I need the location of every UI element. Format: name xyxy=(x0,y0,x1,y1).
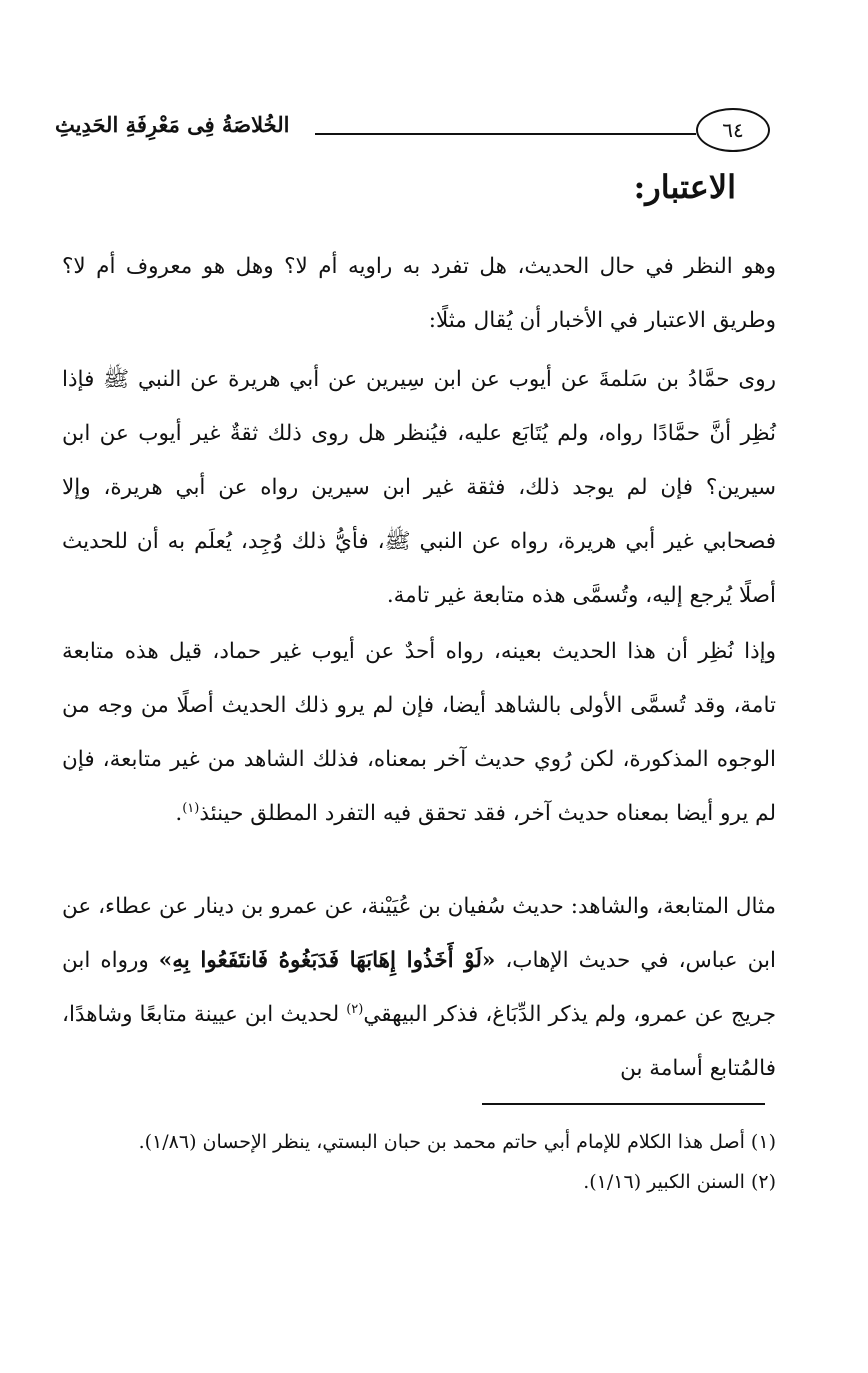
footnote-2: (٢) السنن الكبير (١/١٦). xyxy=(583,1171,776,1193)
paragraph-mutaba-example xyxy=(62,880,776,1096)
running-header xyxy=(55,104,770,160)
paragraph-text-a: مثال المتابعة، والشاهد: حديث سُفيان بن عُيَيْنة، عن عمرو بن دينار عن عطاء، عن ابن عباس، في حديث الإهاب، xyxy=(62,894,776,973)
paragraph-complete-mutaba xyxy=(62,625,776,841)
paragraph-text-b: ورواه ابن جريج عن عمرو، ولم يذكر الدِّبَاغ، فذكر البيهقي xyxy=(62,948,776,1027)
paragraph-text-c: لحديث ابن عيينة متابعًا وشاهدًا، فالمُتابع أسامة بن xyxy=(62,1002,776,1081)
paragraph-definition: وهو النظر في حال الحديث، هل تفرد به راويه أم لا؟ وهل هو معروف أم لا؟ وطريق الاعتبار في الأخبار أن يُقال مثلًا: xyxy=(62,254,776,333)
footnote-ref-2[interactable]: (٢) xyxy=(346,1001,364,1017)
section-title: الاعتبار: xyxy=(633,168,736,206)
paragraph-end: . xyxy=(175,801,183,826)
footnote-rule xyxy=(482,1103,765,1105)
page-number: ٦٤ xyxy=(696,108,770,152)
header-rule xyxy=(315,133,696,135)
footnote-ref-1[interactable]: (١) xyxy=(182,800,200,816)
book-title: الخُلاصَةُ فِى مَعْرِفَةِ الحَدِيثِ xyxy=(55,112,290,137)
paragraph-text: وإذا نُظِر أن هذا الحديث بعينه، رواه أحدٌ عن أيوب غير حماد، قيل هذه متابعة تامة، وقد تُسمَّى الأولى بالشاهد أيضا، فإن لم يرو ذلك الحديث أصلًا من وجه من الوجوه المذكورة، لكن رُوي حديث آخر بمعناه، فذلك الشاهد من غير متابعة، فإن لم يرو أيضا بمعناه حديث آخر، فقد تحقق فيه التفرد المطلق حينئذ xyxy=(62,639,776,826)
footnote-1: (١) أصل هذا الكلام للإمام أبي حاتم محمد بن حبان البستي، ينظر الإحسان (١/٨٦). xyxy=(138,1131,776,1153)
footnotes xyxy=(62,1122,776,1202)
hadith-quote: «لَوْ أَخَذُوا إِهَابَهَا فَدَبَغُوهُ فَانتَفَعُوا بِهِ» xyxy=(158,948,496,973)
paragraph-example-hammad: روى حمَّادُ بن سَلمةَ عن أيوب عن ابن سِيرين عن أبي هريرة عن النبي ﷺ فإذا نُظِر أنَّ حمَّادًا رواه، ولم يُتَابَع عليه، فيُنظر هل روى ذلك ثقةٌ غير أيوب عن ابن سيرين؟ فإن لم يوجد ذلك، فثقة غير ابن سيرين رواه عن أبي هريرة، وإلا فصحابي غير أبي هريرة، رواه عن النبي ﷺ، فأيُّ ذلك وُجِد، يُعلَم به أن للحديث أصلًا يُرجع إليه، وتُسمَّى هذه متابعة غير تامة. xyxy=(62,367,776,608)
